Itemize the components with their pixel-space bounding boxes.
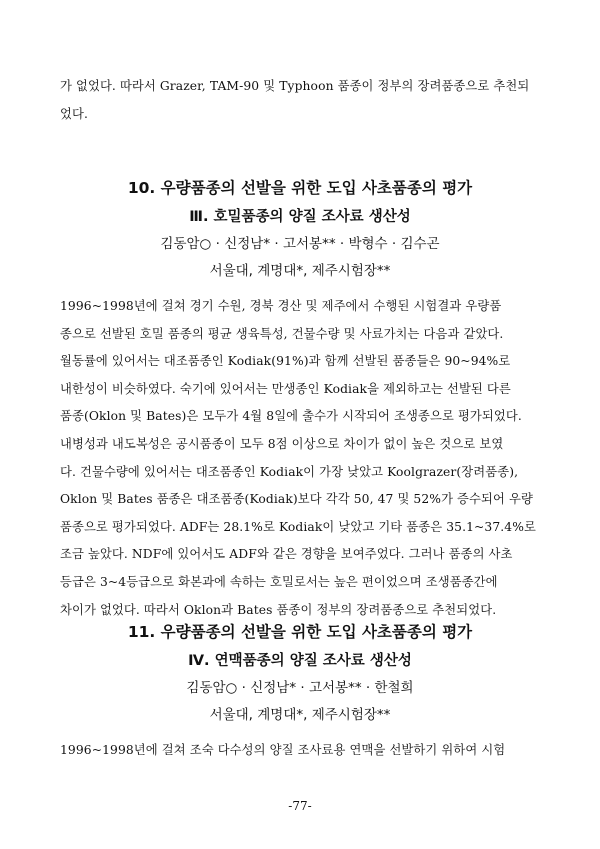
text-line: 었다. (60, 106, 88, 121)
text-line: 등급은 3~4등급으로 화본과에 속하는 호밀로서는 높은 편이었으며 조생품종간에 (60, 574, 498, 589)
intro-paragraph (60, 73, 550, 128)
section-11-subtitle: Ⅳ. 연맥품종의 양질 조사료 생산성 (188, 653, 412, 669)
text-line: 차이가 없었다. 따라서 Oklon과 Bates 품종이 정부의 장려품종으로 추천되었다. (60, 602, 497, 617)
text-line: 내병성과 내도복성은 공시품종이 모두 8점 이상으로 차이가 없이 높은 것으로 보였 (60, 436, 504, 451)
section-11-title: 11. 우량품종의 선발을 위한 도입 사초품종의 평가 (127, 623, 473, 641)
section-10-subtitle: Ⅲ. 호밀품종의 양질 조사료 생산성 (189, 209, 411, 225)
text-line: 종으로 선발된 호밀 품종의 평균 생육특성, 건물수량 및 사료가치는 다음과 같았다. (60, 326, 504, 341)
text-line: 가 없었다. 따라서 Grazer, TAM-90 및 Typhoon 품종이 정부의 장려품종으로 추천되 (60, 79, 530, 93)
text-line: 1996~1998년에 걸쳐 조숙 다수성의 양질 조사료용 연맥을 선발하기 위하여 시험 (60, 743, 506, 757)
text-line: 품종으로 평가되었다. ADF는 28.1%로 Kodiak이 낮았고 기타 품종은 35.1~37.4%로 (60, 519, 536, 534)
section-11-authors: 김동암○ · 신정남* · 고서봉** · 한철희 (186, 680, 414, 696)
section-11-affiliations: 서울대, 계명대*, 제주시험장** (209, 707, 391, 723)
section-10-body (60, 293, 550, 624)
section-10-title: 10. 우량품종의 선발을 위한 도입 사초품종의 평가 (127, 179, 473, 197)
text-line: 조금 높았다. NDF에 있어서도 ADF와 같은 경향을 보여주었다. 그러나 품종의 사초 (60, 547, 513, 562)
text-line: 1996~1998년에 걸쳐 경기 수원, 경북 경산 및 제주에서 수행된 시험결과 우량품 (60, 299, 502, 313)
section-10-authors: 김동암○ · 신정남* · 고서봉** · 박형수 · 김수곤 (160, 236, 440, 252)
section-10-affiliations: 서울대, 계명대*, 제주시험장** (209, 263, 391, 279)
text-line: Oklon 및 Bates 품종은 대조품종(Kodiak)보다 각각 50, 47 및 52%가 증수되어 우량 (60, 492, 533, 507)
text-line: 월동률에 있어서는 대조품종인 Kodiak(91%)과 함께 선발된 품종들은 90~94%로 (60, 354, 511, 369)
section-11-body (60, 737, 550, 765)
text-line: 내한성이 비슷하였다. 숙기에 있어서는 만생종인 Kodiak을 제외하고는 선발된 다른 (60, 381, 511, 396)
text-line: 다. 건물수량에 있어서는 대조품종인 Kodiak이 가장 낮았고 Koolgrazer(장려품종), (60, 464, 519, 479)
text-line: 품종(Oklon 및 Bates)은 모두가 4월 8일에 출수가 시작되어 조생종으로 평가되었다. (60, 409, 522, 424)
page-number: -77- (288, 799, 312, 813)
